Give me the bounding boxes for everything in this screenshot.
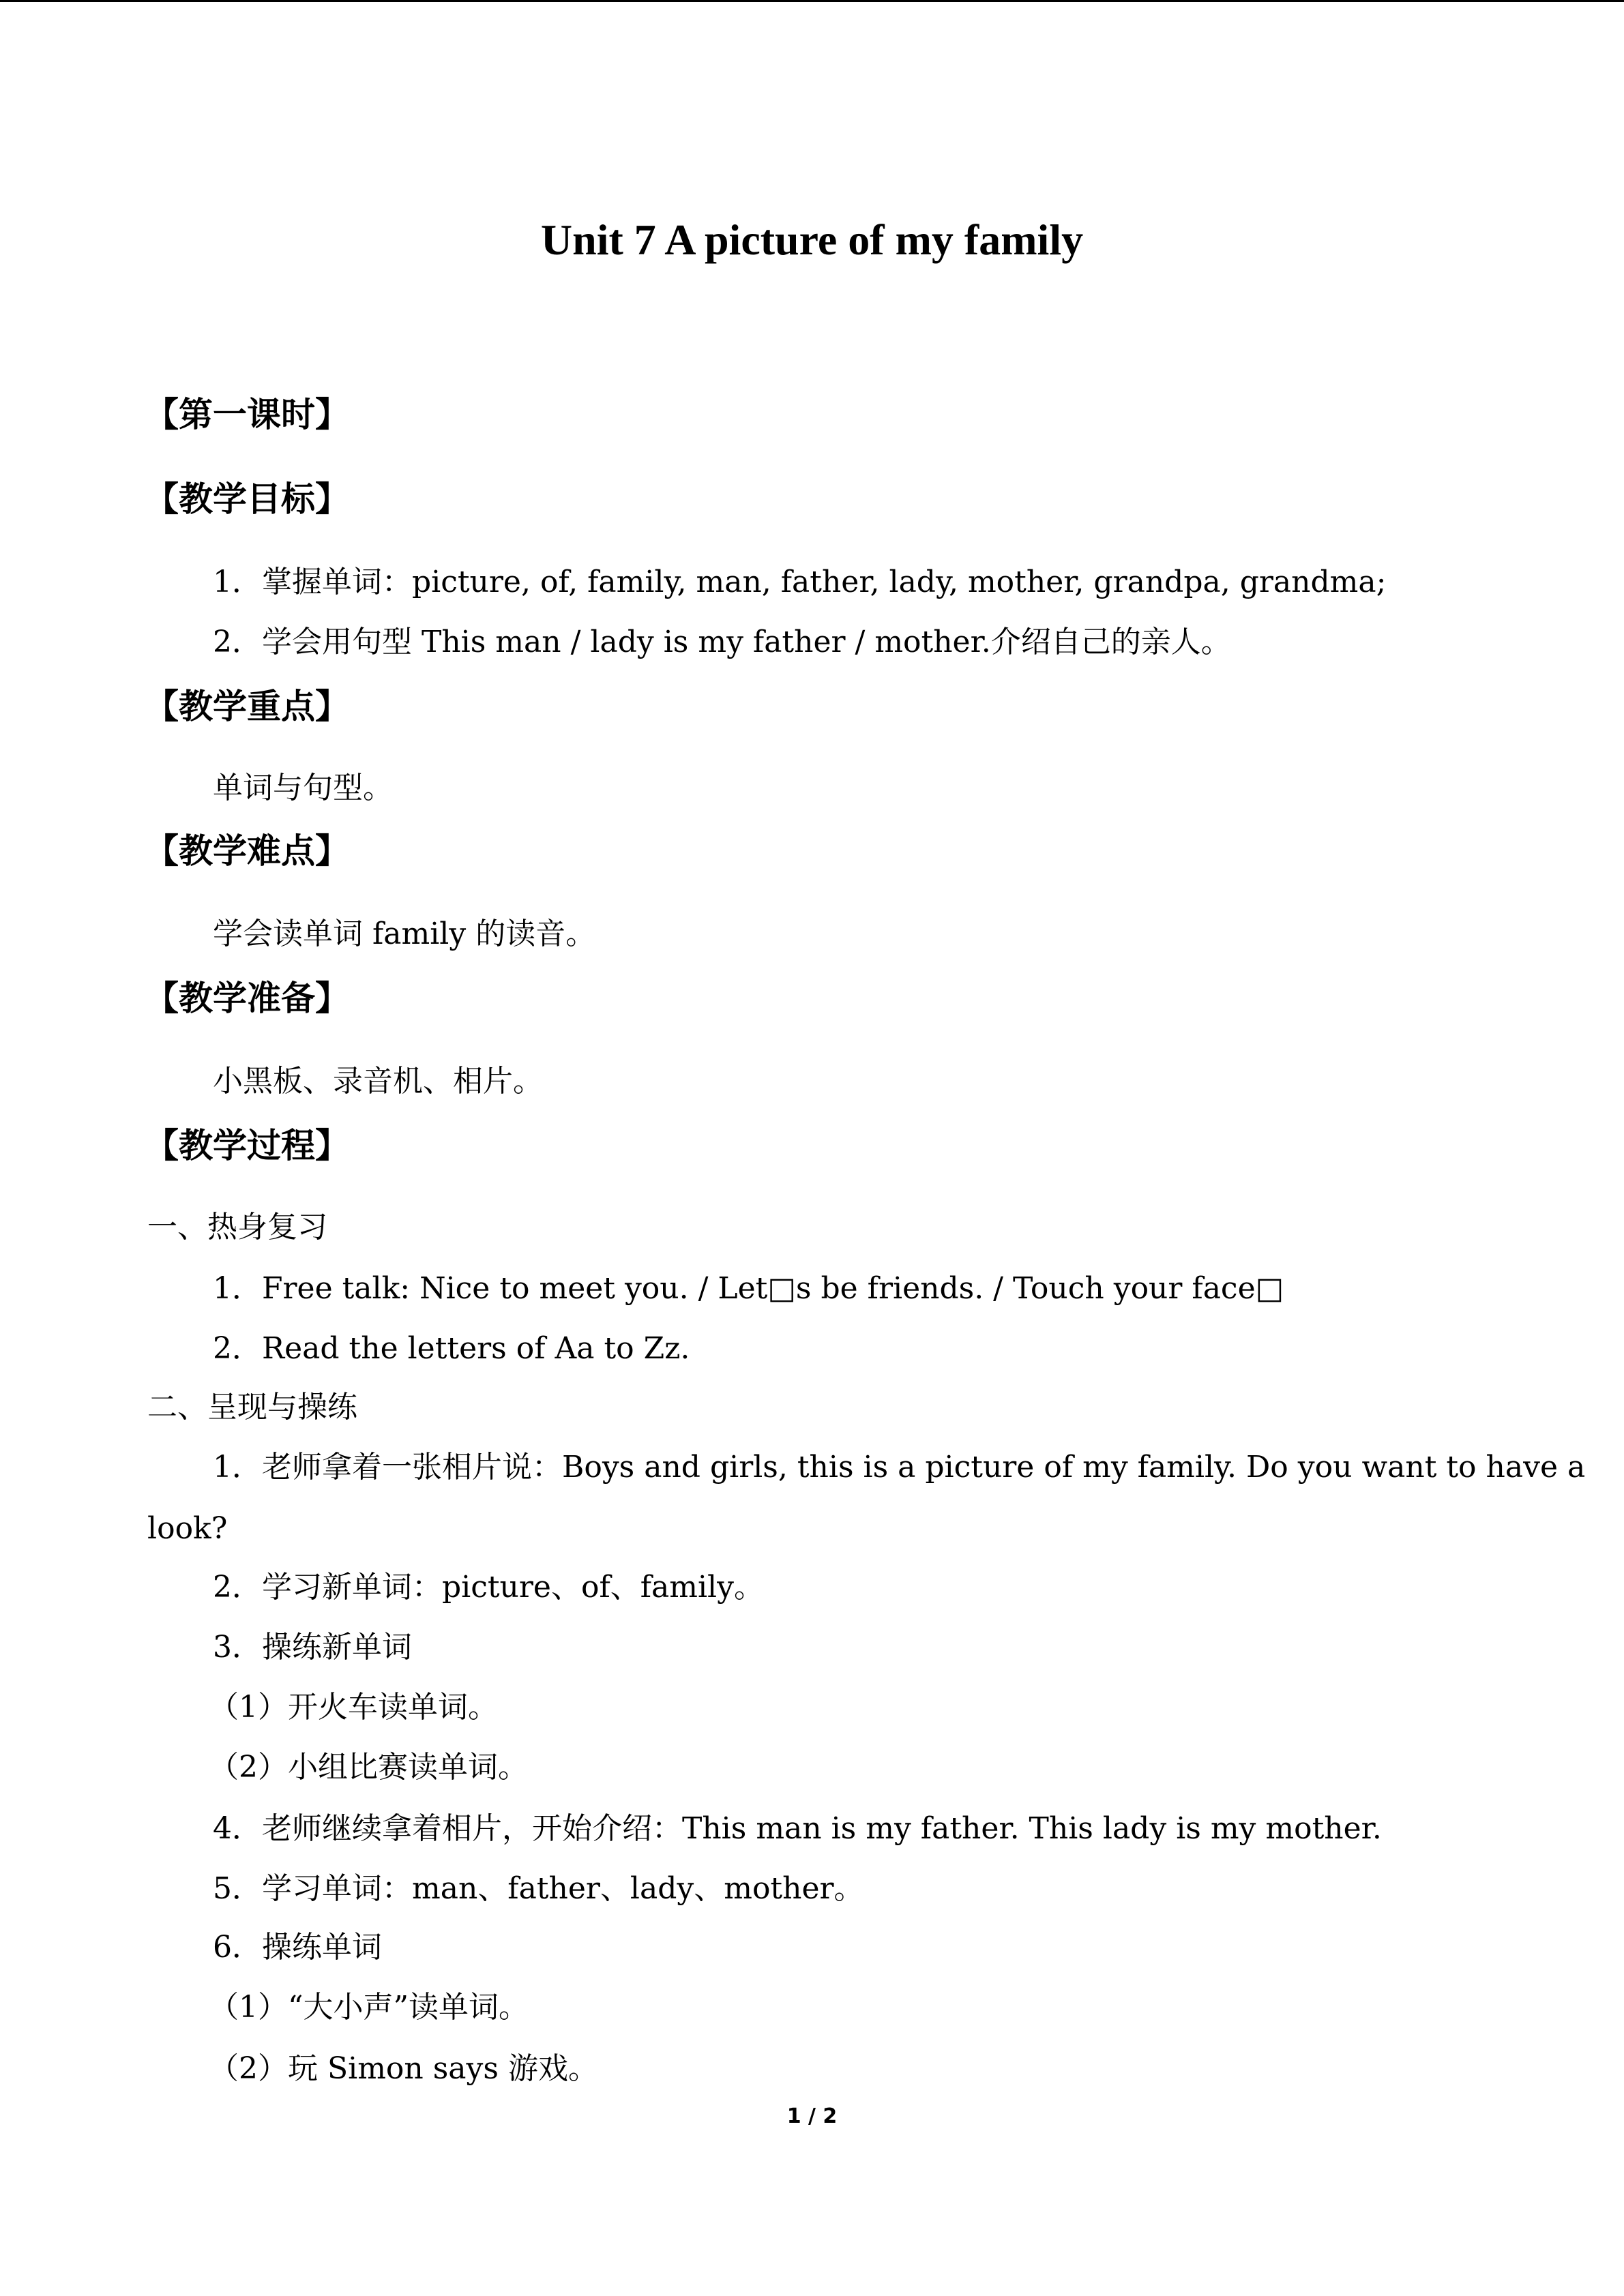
key-points-heading: 【教学重点】 — [145, 687, 349, 726]
process-part2-item: 4．老师继续拿着相片，开始介绍：This man is my father. This lady is my mother. — [213, 1811, 1382, 1846]
process-part2-item: 6．操练单词 — [213, 1930, 382, 1965]
page-number: 1 / 2 — [786, 2104, 838, 2128]
process-part1-item: 2．Read the letters of Aa to Zz. — [213, 1331, 690, 1366]
process-part2-item: 3．操练新单词 — [213, 1630, 412, 1665]
difficulties-heading: 【教学难点】 — [145, 831, 349, 871]
page-title: Unit 7 A picture of my family — [540, 215, 1084, 264]
objective-item: 1．掌握单词：picture, of, family, man, father, lady, mother, grandpa, grandma; — [213, 565, 1387, 599]
difficulties-text: 学会读单词 family 的读音。 — [213, 916, 596, 951]
process-part2-title: 二、呈现与操练 — [147, 1390, 357, 1425]
preparation-heading: 【教学准备】 — [145, 979, 349, 1018]
top-border-rule — [0, 0, 1624, 2]
process-part1-title: 一、热身复习 — [147, 1210, 327, 1244]
preparation-text: 小黑板、录音机、相片。 — [213, 1064, 543, 1099]
objectives-heading: 【教学目标】 — [145, 479, 349, 519]
process-part2-item: 2．学习新单词：picture、of、family。 — [213, 1570, 764, 1605]
process-part2-item-continuation: look? — [147, 1511, 228, 1546]
process-part2-item: 1．老师拿着一张相片说：Boys and girls, this is a picture of my family. Do you want to have a — [213, 1450, 1586, 1485]
lesson-heading: 【第一课时】 — [145, 395, 349, 434]
process-part2-subitem: （2）玩 Simon says 游戏。 — [209, 2051, 598, 2086]
process-part2-subitem: （1）开火车读单词。 — [209, 1690, 498, 1725]
key-points-text: 单词与句型。 — [213, 771, 393, 805]
process-part1-item: 1．Free talk: Nice to meet you. / Let□s be friends. / Touch your face□ — [213, 1271, 1284, 1306]
process-part2-item: 5．学习单词：man、father、lady、mother。 — [213, 1871, 864, 1906]
process-heading: 【教学过程】 — [145, 1126, 349, 1165]
process-part2-subitem: （1）“大小声”读单词。 — [209, 1990, 529, 2025]
process-part2-subitem: （2）小组比赛读单词。 — [209, 1750, 528, 1785]
objective-item: 2．学会用句型 This man / lady is my father / mother.介绍自己的亲人。 — [213, 625, 1231, 659]
